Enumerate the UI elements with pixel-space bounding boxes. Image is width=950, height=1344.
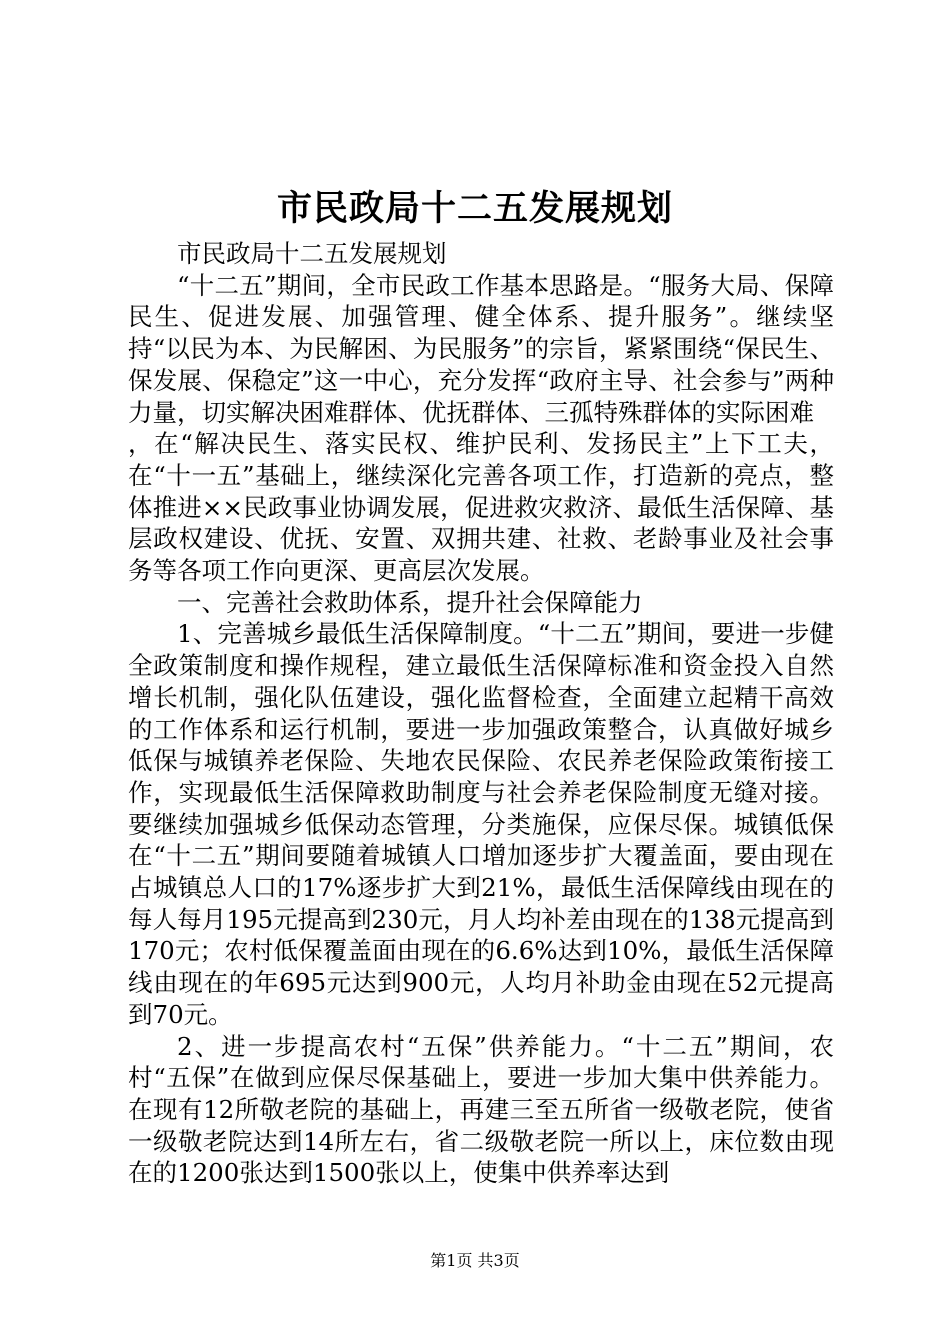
section-heading-1: 一、完善社会救助体系，提升社会保障能力 — [177, 587, 643, 617]
paragraph-item-2: 2、进一步提高农村“五保”供养能力。“十二五”期间，农村“五保”在做到应保尽保基础上，要进一步加大集中供养能力。在现有12所敬老院的基础上，再建三至五所省一级敬老院，使省一级敬老院达到14所左右，省二级敬老院一所以上，床位数由现在的1200张达到1500张以上，使集中供养率达到 — [128, 1031, 834, 1188]
page-footer: 第1页 共3页 — [430, 1251, 520, 1270]
document-title: 市民政局十二五发展规划 — [276, 188, 673, 229]
paragraph-overview: “十二五”期间，全市民政工作基本思路是。“服务大局、保障民生、促进发展、加强管理、健全体系、提升服务”。继续坚持“以民为本、为民解困、为民服务”的宗旨，紧紧围绕“保民生、保发展、保稳定”这一中心，充分发挥“政府主导、社会参与”两种力量，切实解决困难群体、优抚群体、三孤特殊群体的实际困难 — [128, 270, 834, 427]
paragraph-continuation: ，在“解决民生、落实民权、维护民利、发扬民主”上下工夫，在“十一五”基础上，继续深化完善各项工作，打造新的亮点，整体推进××民政事业协调发展，促进救灾救济、最低生活保障、基层政权建设、优抚、安置、双拥共建、社救、老龄事业及社会事务等各项工作向更深、更高层次发展。 — [128, 429, 834, 586]
document-body — [128, 238, 834, 1189]
paragraph-item-1: 1、完善城乡最低生活保障制度。“十二五”期间，要进一步健全政策制度和操作规程，建立最低生活保障标准和资金投入自然增长机制，强化队伍建设，强化监督检查，全面建立起精干高效的工作体系和运行机制，要进一步加强政策整合，认真做好城乡低保与城镇养老保险、失地农民保险、农民养老保险政策衔接工作，实现最低生活保障救助制度与社会养老保险制度无缝对接。要继续加强城乡低保动态管理，分类施保，应保尽保。城镇低保在“十二五”期间要随着城镇人口增加逐步扩大覆盖面，要由现在占城镇总人口的17%逐步扩大到21%，最低生活保障线由现在的每人每月195元提高到230元，月人均补差由现在的138元提高到170元；农村低保覆盖面由现在的6.6%达到10%，最低生活保障线由现在的年695元达到900元，人均月补助金由现在52元提高到70元。 — [128, 619, 834, 1029]
paragraph-subtitle: 市民政局十二五发展规划 — [177, 239, 447, 268]
